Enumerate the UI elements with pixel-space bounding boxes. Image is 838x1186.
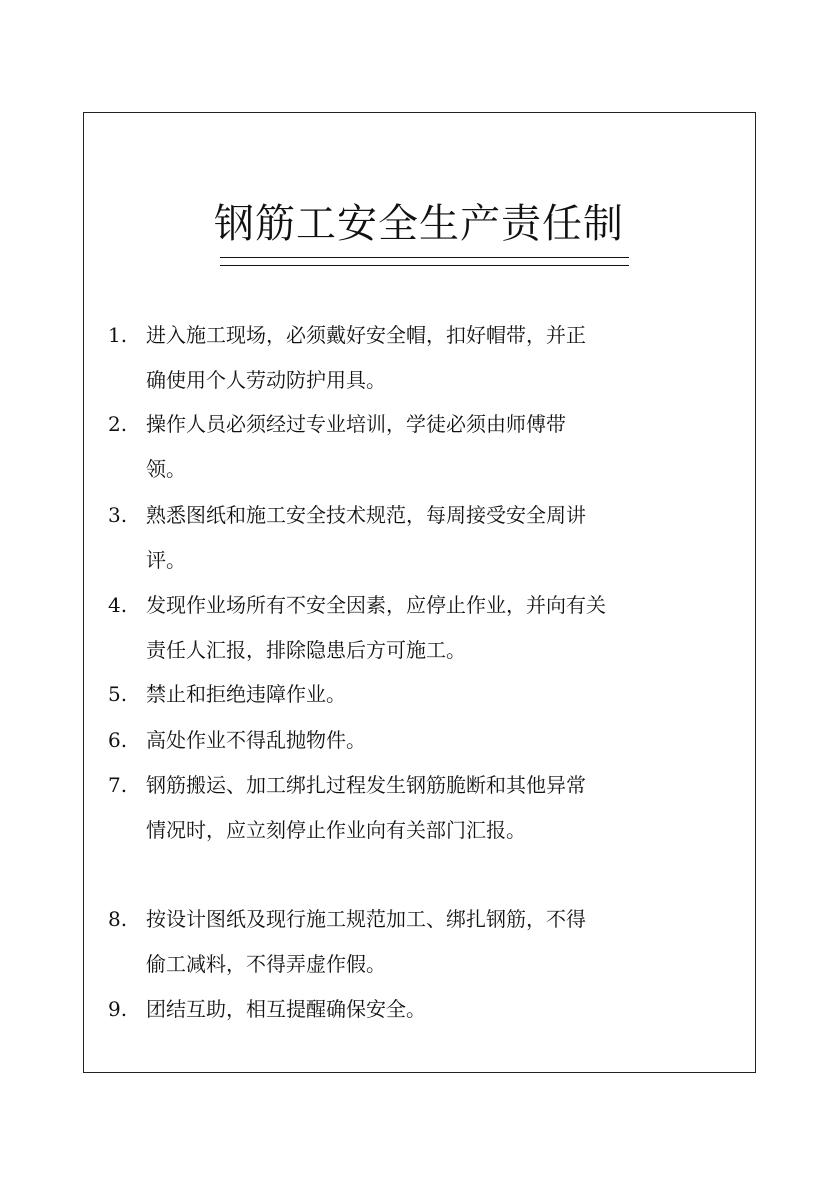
rule-item-2 [104,402,624,492]
rule-item-1 [104,313,624,403]
rule-number: 4. [108,593,128,617]
rule-text: 发现作业场所有不安全因素，应停止作业，并向有关责任人汇报，排除隐患后方可施工。 [146,593,606,662]
rule-number: 5. [108,682,128,706]
rule-text: 钢筋搬运、加工绑扎过程发生钢筋脆断和其他异常情况时，应立刻停止作业向有关部门汇报。 [146,773,586,842]
rule-text: 按设计图纸及现行施工规范加工、绑扎钢筋，不得偷工减料，不得弄虚作假。 [146,907,586,976]
rule-text: 操作人员必须经过专业培训，学徒必须由师傅带领。 [146,412,566,481]
rule-number: 8. [108,907,128,931]
rule-number: 7. [108,773,128,797]
rule-item-6 [104,718,624,763]
title-underline-bottom [220,265,629,266]
rule-number: 3. [108,503,128,527]
rule-text: 进入施工现场，必须戴好安全帽，扣好帽带，并正确使用个人劳动防护用具。 [146,323,586,392]
rule-number: 1. [108,323,128,347]
rule-text: 团结互助，相互提醒确保安全。 [146,997,426,1021]
rule-item-7 [104,763,624,853]
rule-number: 6. [108,728,128,752]
rule-text: 禁止和拒绝违障作业。 [146,682,346,706]
rule-item-5 [104,672,624,717]
rule-text: 高处作业不得乱抛物件。 [146,728,366,752]
rule-item-8 [104,897,624,987]
rule-text: 熟悉图纸和施工安全技术规范，每周接受安全周讲评。 [146,503,586,572]
rule-item-3 [104,493,624,583]
rule-number: 2. [108,412,128,436]
title-underline-top [220,257,629,258]
rule-item-9 [104,987,624,1032]
rule-item-4 [104,583,624,673]
document-title: 钢筋工安全生产责任制 [214,201,624,247]
rule-number: 9. [108,997,128,1021]
